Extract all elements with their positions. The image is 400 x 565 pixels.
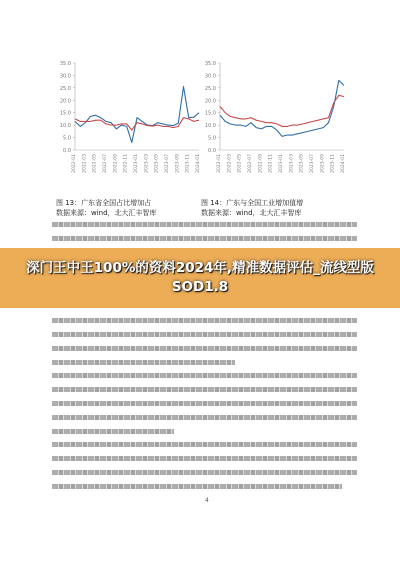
- text-line: [52, 442, 357, 447]
- figure-13-title: 图 13：广东省全国占比增加占: [56, 199, 152, 207]
- text-line: [52, 236, 357, 241]
- x-tick-label: 2022-09: [258, 154, 264, 173]
- text-line: [52, 222, 357, 227]
- text-line: [52, 401, 357, 406]
- text-line: [52, 456, 357, 461]
- x-tick-label: 2022-01: [217, 154, 222, 173]
- paragraph-block-2: [52, 318, 357, 374]
- y-tick-label: 0.0: [63, 148, 71, 154]
- paragraph-block-3: [52, 373, 357, 443]
- y-tick-label: 15.0: [204, 110, 216, 117]
- y-tick-label: 0.0: [208, 148, 216, 154]
- x-tick-label: 2022-03: [82, 154, 88, 173]
- x-tick-label: 2024-01: [341, 154, 346, 173]
- x-tick-label: 2022-09: [113, 154, 119, 173]
- x-tick-label: 2023-11: [330, 154, 336, 173]
- figure-13-svg: [55, 55, 205, 185]
- y-tick-label: 25.0: [204, 85, 216, 92]
- text-line: [52, 318, 357, 323]
- x-tick-label: 2023-07: [310, 154, 315, 173]
- y-tick-label: 20.0: [59, 98, 71, 105]
- y-tick-label: 30.0: [59, 73, 71, 80]
- text-line: [52, 429, 174, 434]
- x-tick-label: 2022-05: [92, 154, 98, 173]
- text-line: [52, 373, 357, 378]
- figure-13-chart: [55, 55, 205, 185]
- figure-14-source: 数据来源：wind，北大汇丰智库: [201, 209, 302, 217]
- x-tick-label: 2022-01: [72, 154, 77, 173]
- x-tick-label: 2023-03: [144, 154, 150, 173]
- y-tick-label: 35.0: [59, 61, 71, 67]
- figure-14-title: 图 14：广东与全国工业增加值增: [201, 199, 304, 207]
- y-tick-label: 10.0: [59, 123, 71, 130]
- text-line: [52, 415, 357, 420]
- x-tick-label: 2023-09: [320, 154, 326, 173]
- y-tick-label: 20.0: [204, 98, 216, 105]
- x-tick-label: 2022-07: [103, 154, 108, 173]
- x-tick-label: 2023-05: [299, 154, 305, 173]
- figure-14-chart: [200, 55, 350, 185]
- x-tick-label: 2023-07: [165, 154, 170, 173]
- series-line-1: [75, 87, 199, 143]
- figure-14-svg: [200, 55, 350, 185]
- y-tick-label: 15.0: [59, 110, 71, 117]
- watermark-banner: [0, 248, 400, 308]
- text-line: [52, 484, 342, 489]
- x-tick-label: 2023-09: [175, 154, 181, 173]
- watermark-title: 深门王中王100%的资料2024年,精准数据评估_流线型版SOD1.8: [26, 260, 374, 295]
- text-line: [52, 387, 357, 392]
- y-tick-label: 5.0: [63, 135, 71, 142]
- figure-13-caption: [56, 198, 157, 218]
- figure-13-source: 数据来源：wind，北大汇丰智库: [56, 209, 157, 217]
- x-tick-label: 2023-05: [154, 154, 160, 173]
- paragraph-block-1: [52, 222, 357, 250]
- y-tick-label: 35.0: [204, 61, 216, 67]
- text-line: [52, 346, 357, 351]
- x-tick-label: 2023-11: [185, 154, 191, 173]
- x-tick-label: 2022-03: [227, 154, 233, 173]
- text-line: [52, 360, 235, 365]
- figure-14-caption: [201, 198, 303, 218]
- paragraph-block-4: [52, 442, 357, 498]
- x-tick-label: 2023-03: [289, 154, 295, 173]
- series-line-1: [220, 80, 344, 136]
- x-tick-label: 2023-01: [279, 154, 284, 173]
- x-tick-label: 2022-05: [237, 154, 243, 173]
- x-tick-label: 2022-07: [248, 154, 253, 173]
- text-line: [52, 332, 357, 337]
- y-tick-label: 25.0: [59, 85, 71, 92]
- series-line-2: [220, 95, 344, 126]
- text-line: [52, 470, 357, 475]
- x-tick-label: 2022-11: [268, 154, 274, 173]
- y-tick-label: 5.0: [208, 135, 216, 142]
- x-tick-label: 2023-01: [134, 154, 139, 173]
- x-tick-label: 2024-01: [196, 154, 201, 173]
- x-tick-label: 2022-11: [123, 154, 129, 173]
- y-tick-label: 10.0: [204, 123, 216, 130]
- page-number: 4: [205, 497, 209, 504]
- y-tick-label: 30.0: [204, 73, 216, 80]
